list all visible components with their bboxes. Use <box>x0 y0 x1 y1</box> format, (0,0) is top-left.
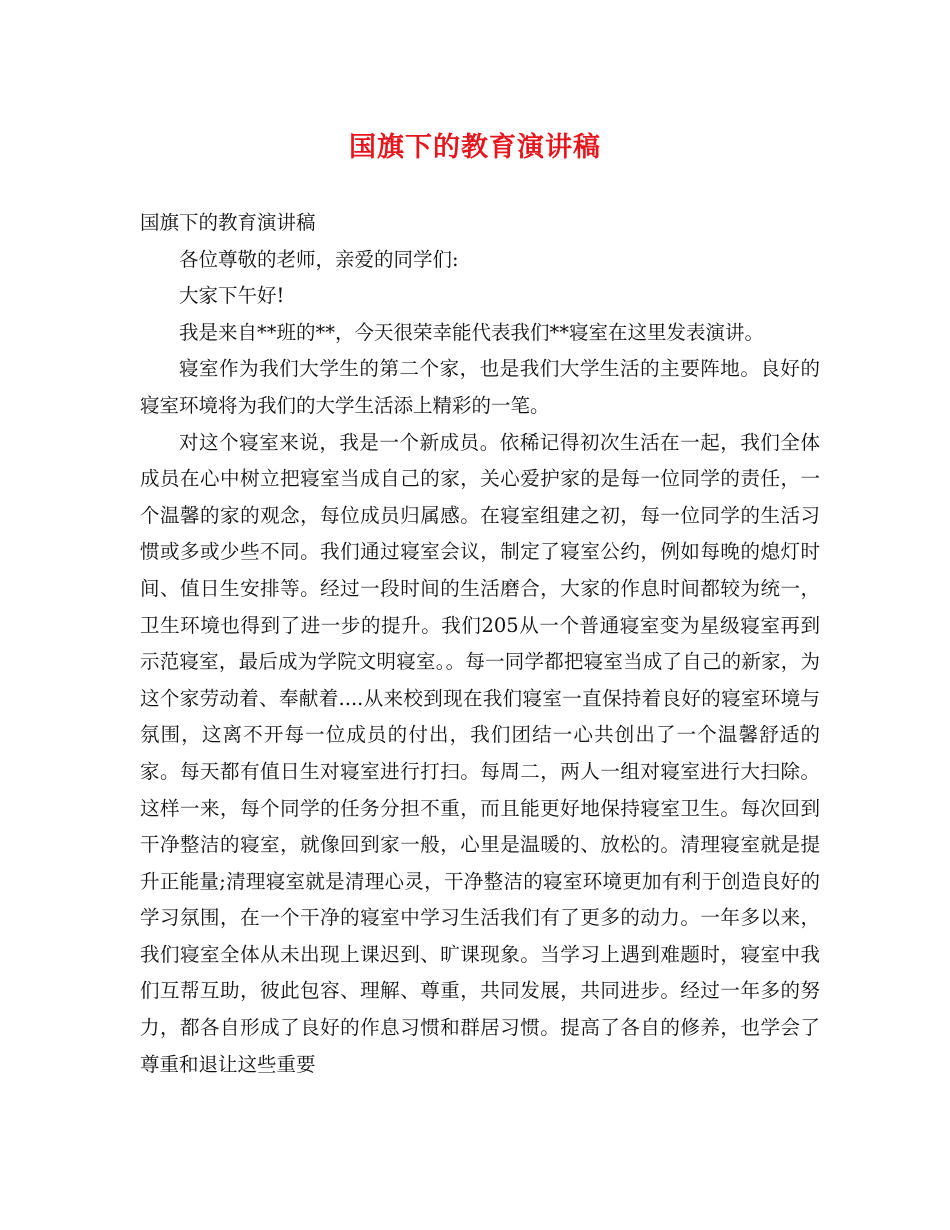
document-body <box>140 205 820 1083</box>
paragraph-dorm-story: 对这个寝室来说，我是一个新成员。依稀记得初次生活在一起，我们全体成员在心中树立把寝室当成自己的家，关心爱护家的是每一位同学的责任，一个温馨的家的观念，每位成员归属感。在寝室组建之初，每一位同学的生活习惯或多或少些不同。我们通过寝室会议，制定了寝室公约，例如每晚的熄灯时间、值日生安排等。经过一段时间的生活磨合，大家的作息时间都较为统一，卫生环境也得到了进一步的提升。我们205从一个普通寝室变为星级寝室再到示范寝室，最后成为学院文明寝室。。每一同学都把寝室当成了自己的新家，为这个家劳动着、奉献着....从来校到现在我们寝室一直保持着良好的寝室环境与氛围，这离不开每一位成员的付出，我们团结一心共创出了一个温馨舒适的家。每天都有值日生对寝室进行打扫。每周二，两人一组对寝室进行大扫除。这样一来，每个同学的任务分担不重，而且能更好地保持寝室卫生。每次回到干净整洁的寝室，就像回到家一般，心里是温暖的、放松的。清理寝室就是提升正能量;清理寝室就是清理心灵，干净整洁的寝室环境更加有利于创造良好的学习氛围，在一个干净的寝室中学习生活我们有了更多的动力。一年多以来，我们寝室全体从未出现上课迟到、旷课现象。当学习上遇到难题时，寝室中我们互帮互助，彼此包容、理解、尊重，共同发展，共同进步。经过一年多的努力，都各自形成了良好的作息习惯和群居习惯。提高了各自的修养，也学会了尊重和退让这些重要 <box>140 430 820 1076</box>
paragraph-greeting: 各位尊敬的老师，亲爱的同学们: <box>179 247 459 271</box>
paragraph-dorm-home: 寝室作为我们大学生的第二个家，也是我们大学生活的主要阵地。良好的寝室环境将为我们的大学生活添上精彩的一笔。 <box>140 357 820 417</box>
document-subtitle: 国旗下的教育演讲稿 <box>140 211 316 234</box>
paragraph-hello: 大家下午好! <box>179 284 285 308</box>
page-title: 国旗下的教育演讲稿 <box>349 132 601 163</box>
paragraph-intro: 我是来自**班的**，今天很荣幸能代表我们**寝室在这里发表演讲。 <box>179 320 765 344</box>
